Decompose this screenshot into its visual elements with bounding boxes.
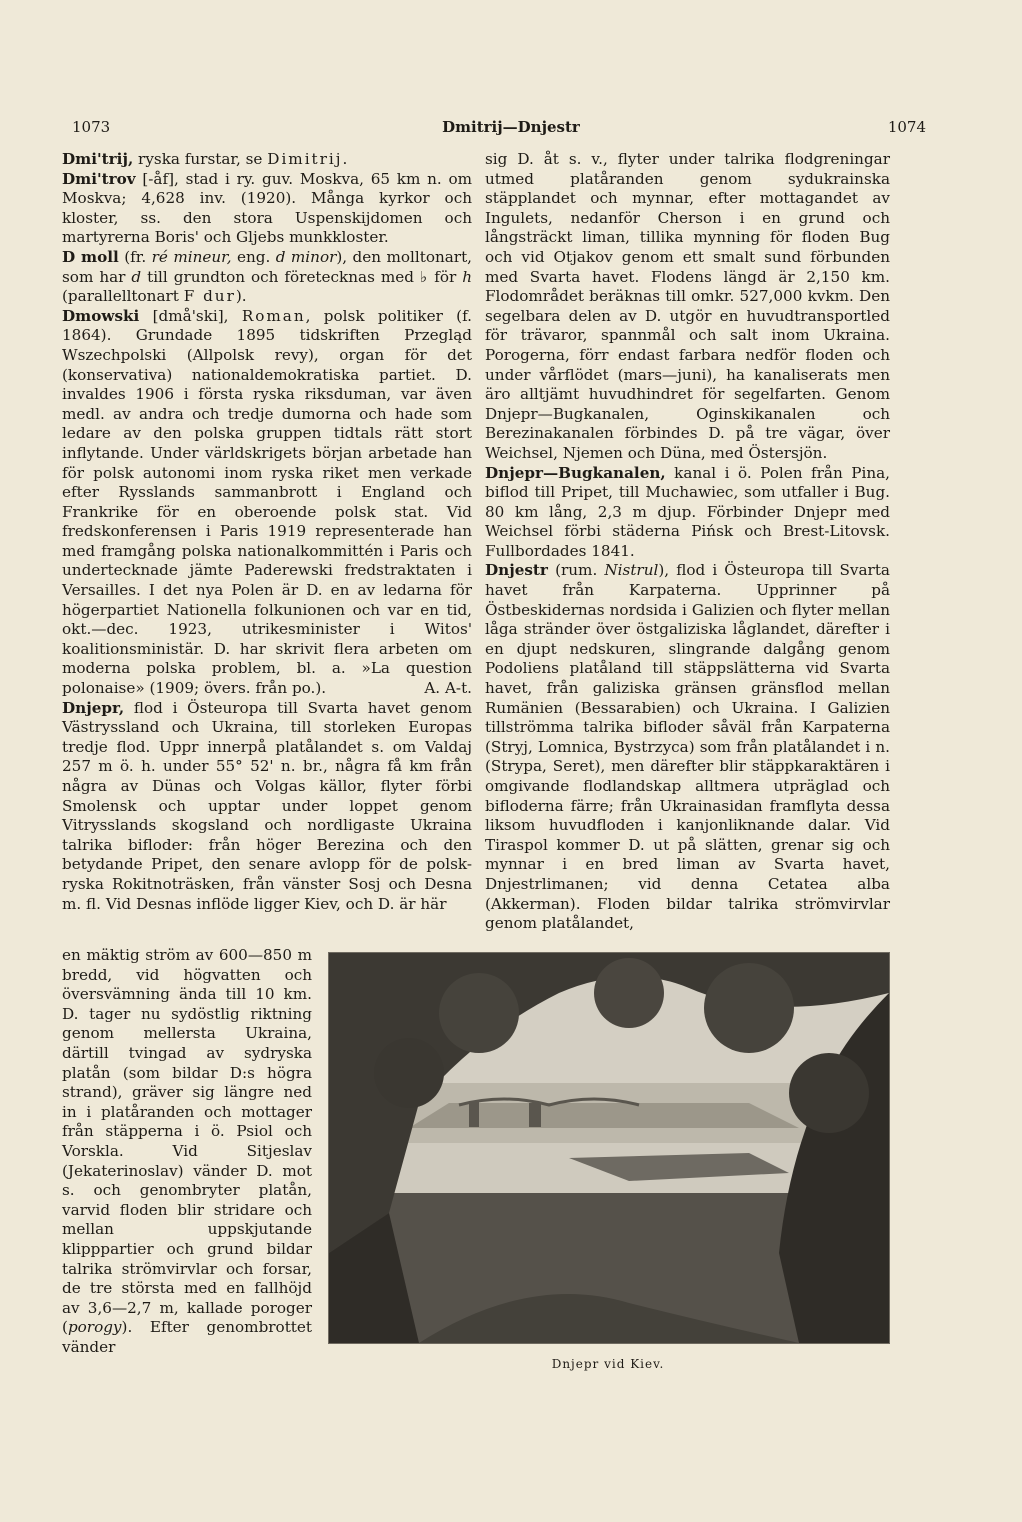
headword: Dnjepr—Bugkanalen, (485, 463, 666, 482)
entry-dnjepr-bugkanalen: Dnjepr—Bugkanalen, kanal i ö. Polen från Pina, biflod till Pripet, till Muchawiec, som utfaller i Bug. 80 km lång, 2,3 m djup. Förbinder Dnjepr med Weichsel förbi städerna Pińsk och Brest-Litovsk. Fullbordades 1841. (485, 463, 890, 560)
narrow-column (62, 946, 312, 1357)
headword: Dnjepr, (62, 698, 125, 717)
author-signature: A. A-t. (424, 679, 472, 698)
headword: Dnjestr (485, 561, 548, 580)
entry-d-moll: D moll (fr. ré mineur, eng. d minor), den molltonart, som har d till grundton och företecknas med ♭ för h (parallelltonart F dur). (62, 247, 473, 306)
page-number-left: 1073 (72, 118, 111, 136)
left-column (62, 150, 472, 914)
headword: Dmi'trij, (62, 150, 134, 168)
entry-dmitrij: Dmi'trij, ryska furstar, se Dimitrij. (62, 150, 348, 168)
headword: Dmowski (62, 306, 140, 325)
headword: D moll (62, 247, 119, 266)
photo-caption: Dnjepr vid Kiev. (551, 1357, 665, 1371)
running-title: Dmitrij—Dnjestr (442, 118, 580, 136)
cross-reference: Dimitrij (267, 150, 343, 168)
entry-dnjepr-continued: sig D. åt s. v., flyter under talrika flodgreningar utmed platåranden genom sydukrainska stäpplandet och mynnar, efter mottagandet av Ingulets, nedanför Cherson i en grund och långsträckt liman, tillika mynning för floden Bug och vid Otjakov genom ett smalt sund förbunden med Svarta havet. Flodens längd är 2,150 km. Flodområdet beräknas till omkr. 527,000 kvkm. Den segelbara delen av D. utgör en huvudtransportled för trävaror, spannmål och salt inom Ukraina. Porogerna, förr endast farbara nedför floden och under vårflödet (mars—juni), ha kanaliserats men äro alltjämt huvudhindret för segelfarten. Genom Dnjepr—Bugkanalen, Oginskikanalen och Berezinakanalen förbindes D. på tre vägar, över Weichsel, Njemen och Düna, med Östersjön. (485, 150, 890, 462)
page-number-right: 1074 (887, 118, 926, 136)
entry-dnjestr: Dnjestr (rum. Nistrul), flod i Östeuropa till Svarta havet från Karpaterna. Upprinner på Östbeskidernas nordsida i Galizien och flyter mellan låga stränder över östgaliziska låglandet, därefter i en djupt nedskuren, slingrande dalgång genom Podoliens platåland till stäppslätterna vid Svarta havet, från galiziska gränsen gränsflod mellan Rumänien (Bessarabien) och Ukraina. I Galizien tillströmma talrika bifloder såväl från Karpaterna (Stryj, Lomnica, Bystrzyca) som från platålandet i n. (Strypa, Seret), men därefter blir stäppkaraktären i omgivande flodlandskap alltmera utpräglad och bifloderna färre; från Ukrainasidan framflyta dessa liksom huvudfloden i kanjonliknande dalar. Vid Tiraspol kommer D. ut på slätten, grenar sig och mynnar i en bred liman av Svarta havet, Dnjestrlimanen; vid denna Cetatea alba (Akkerman). Floden bildar talrika strömvirvlar genom platålandet, (485, 561, 890, 933)
entry-dmowski: Dmowski [dmå'ski], Roman, polsk politiker (f. 1864). Grundade 1895 tidskriften Przegląd Wszechpolski (Allpolsk revy), organ för det (konservativa) nationaldemokratiska partiet. D. invaldes 1906 i första ryska riksduman, var även medl. av andra och tredje dumorna och hade som ledare av den polska gruppen tidtals rätt stort inflytande. Under världskrigets början arbetade han för polsk autonomi inom ryska riket men verkade efter Rysslands sammanbrott i England och Frankrike för en oberoende polsk stat. Vid fredskonferensen i Paris 1919 representerade han med framgång polska nationalkommittén i Paris och undertecknade jämte Paderewski fredstraktaten i Versailles. I det nya Polen är D. en av ledarna för högerpartiet Nationella folkunionen och var en tid, okt.—dec. 1923, utrikesminister i Witos' koalitionsministär. D. har skrivit flera arbeten om moderna polska problem, bl. a. »La question polonaise» (1909; övers. från po.). A. A-t. (62, 306, 472, 698)
headword: Dmi'trov (62, 169, 136, 188)
right-column (485, 150, 890, 934)
entry-dmitrov: Dmi'trov [-åf], stad i ry. guv. Moskva, 65 km n. om Moskva; 4,628 inv. (1920). Många kyrkor och kloster, ss. den stora Uspenskijdomen och martyrerna Boris' och Gljebs munkkloster. (62, 169, 472, 247)
entry-dnjepr: Dnjepr, flod i Östeuropa till Svarta havet genom Västryssland och Ukraina, till storleken Europas tredje flod. Uppr innerpå platålandet s. om Valdaj 257 m ö. h. under 55° 52' n. br., några få km från några av Dünas och Volgas källor, flyter förbi Smolensk och upptar under loppet genom Vitrysslands skogsland och nordligaste Ukraina talrika bifloder: från höger Berezina och den betydande Pripet, den senare avlopp för de polsk-ryska Rokitnoträsken, från vänster Sosj och Desna m. fl. Vid Desnas inflöde ligger Kiev, och D. är här (62, 698, 472, 913)
entry-dnjepr-continued: en mäktig ström av 600—850 m bredd, vid högvatten och översvämning ända till 10 km. D. tager nu sydöstlig riktning genom mellersta Ukraina, därtill tvingad av sydryska platån (som bildar D:s högra strand), gräver sig längre ned in i platåranden och mottager från stäpperna i ö. Psiol och Vorskla. Vid Sitjeslav (Jekaterinoslav) vänder D. mot s. och genombryter platån, varvid floden blir stridare och mellan uppskjutande klipppartier och grund bildar talrika strömvirvlar och forsar, de tre största med en fallhöjd av 3,6—2,7 m, kallade poroger (porogy). Efter genombrottet vänder (62, 946, 312, 1356)
river-photograph (328, 952, 890, 1344)
river-scene-image (329, 953, 889, 1343)
